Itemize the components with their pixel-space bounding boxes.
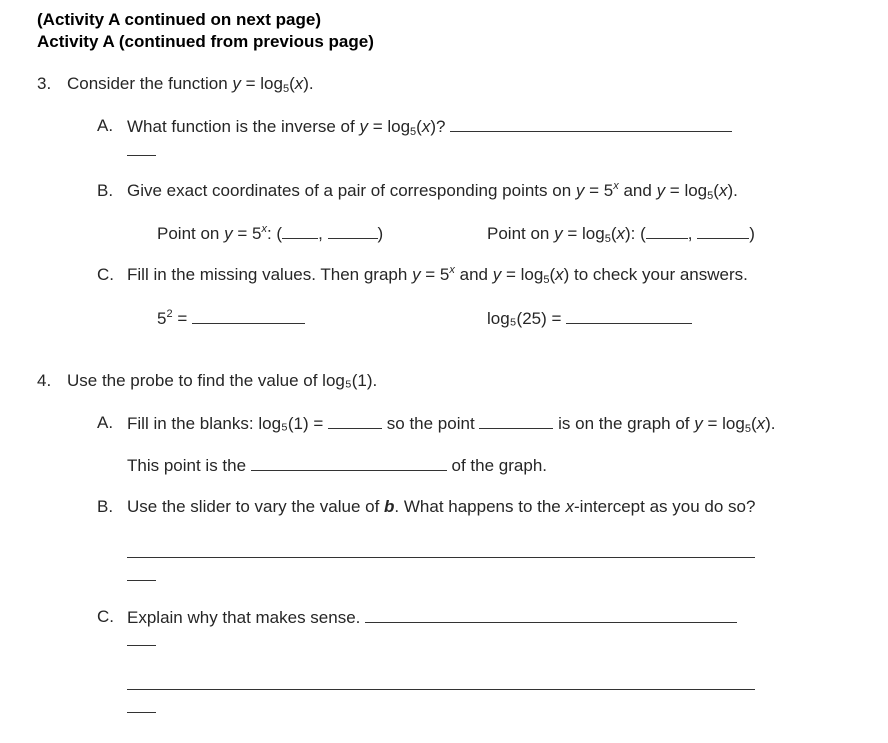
q3b-point-log: Point on $y = \log_5(x)$: ( , ) bbox=[487, 224, 755, 245]
q3c-log-blank[interactable] bbox=[566, 308, 692, 324]
q4-prompt: Use the probe to find the value of log₅(1). bbox=[67, 371, 378, 390]
q4b-question: Use the slider to vary the value of b. What happens to the x-intercept as you do so? bbox=[127, 497, 756, 516]
continued-prev-note: Activity A (continued from previous page) bbox=[37, 32, 374, 51]
q3b-log-x-blank[interactable] bbox=[646, 223, 688, 239]
q4c-answer-line-2[interactable] bbox=[127, 645, 156, 646]
q3a-question: What function is the inverse of $y = \log_5(x)$? bbox=[127, 116, 732, 137]
q3c-label: C. bbox=[97, 265, 114, 284]
q3b-exp-x-blank[interactable] bbox=[282, 223, 318, 239]
q4a-label: A. bbox=[97, 413, 114, 432]
q4a-point-blank[interactable] bbox=[479, 413, 553, 429]
q3c-question: Fill in the missing values. Then graph $y = 5^x$ and $y = \log_5(x)$ to check your answers. bbox=[127, 264, 748, 286]
q3-number: 3. bbox=[37, 74, 52, 93]
q4b-answer-line-1[interactable] bbox=[127, 557, 755, 558]
q3c-power-expression: $5^2$ = bbox=[157, 308, 305, 329]
q4-number: 4. bbox=[37, 371, 52, 390]
q4c-label: C. bbox=[97, 607, 114, 626]
q4c-answer-blank[interactable] bbox=[365, 607, 737, 623]
q4a-question: Fill in the blanks: log₅(1) = so the point is on the graph of $y = \log_5(x)$. bbox=[127, 414, 776, 435]
q3a-label: A. bbox=[97, 116, 114, 135]
q4c-question: Explain why that makes sense. bbox=[127, 607, 737, 628]
q3b-log-y-blank[interactable] bbox=[697, 223, 749, 239]
q3b-point-exponential: Point on $y = 5^x$: ( , ) bbox=[157, 223, 384, 243]
q4c-answer-line-4[interactable] bbox=[127, 712, 156, 713]
q3c-log-expression: log₅(25) = bbox=[487, 308, 692, 329]
q3b-exp-y-blank[interactable] bbox=[328, 223, 378, 239]
q3c-power-blank[interactable] bbox=[192, 308, 305, 324]
q4a-this-point: This point is the of the graph. bbox=[127, 456, 547, 475]
q3b-question: Give exact coordinates of a pair of corresponding points on $y = 5^x$ and $y = \log_5(x)$. bbox=[127, 180, 738, 202]
q3-prompt: Consider the function $y = \log_5(x)$. bbox=[67, 74, 314, 95]
q4b-label: B. bbox=[97, 497, 114, 516]
q4a-value-blank[interactable] bbox=[328, 413, 382, 429]
q4a-feature-blank[interactable] bbox=[251, 455, 447, 471]
q3b-label: B. bbox=[97, 181, 114, 200]
q3a-answer-blank[interactable] bbox=[450, 116, 732, 132]
q4b-answer-line-2[interactable] bbox=[127, 580, 156, 581]
q3a-answer-blank-cont[interactable] bbox=[127, 155, 156, 156]
continued-next-note: (Activity A continued on next page) bbox=[37, 10, 321, 29]
q4c-answer-line-3[interactable] bbox=[127, 689, 755, 690]
